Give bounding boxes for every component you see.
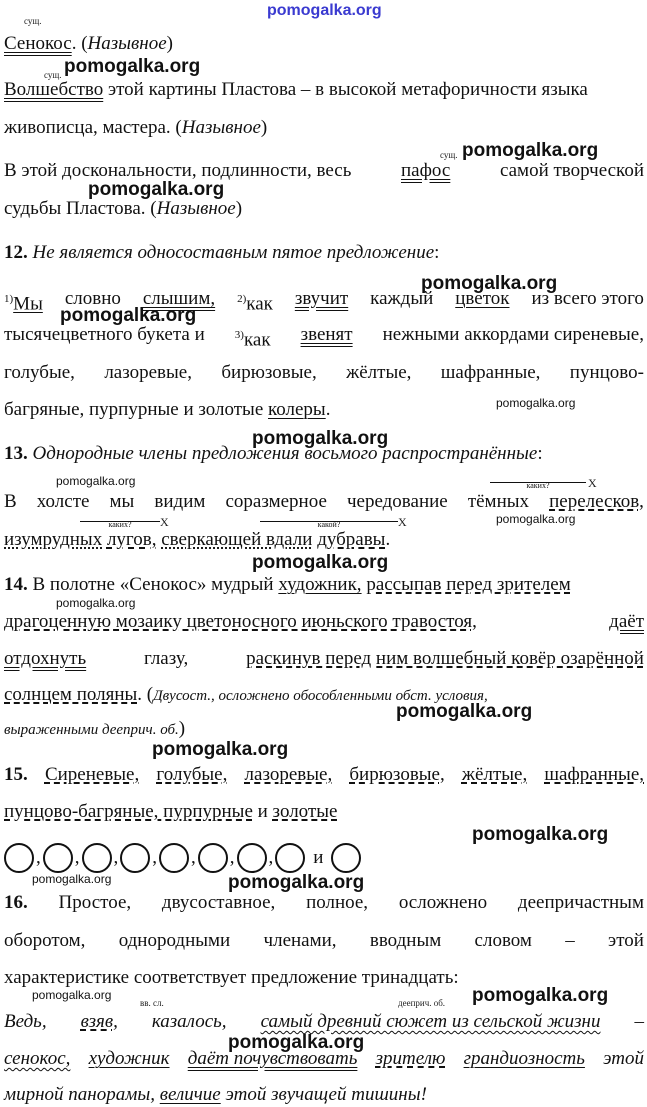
sentence-line: тысячецветного букета и $^{3)}$как звенят нежными аккордами сиреневые, xyxy=(4,324,644,351)
sentence-line: отдохнуть глазу, раскинув перед ним волшебный ковёр озарённой xyxy=(4,648,644,669)
watermark: pomogalka.org xyxy=(32,872,112,886)
circle-icon xyxy=(159,843,189,873)
circle-icon xyxy=(275,843,305,873)
cross-mark: Х xyxy=(588,476,597,490)
sentence-line: 14. В полотне «Сенокос» мудрый художник, рассыпав перед зрителем xyxy=(4,574,571,595)
circle-icon xyxy=(237,843,267,873)
scheme-circles: , , , , , , , и xyxy=(4,843,361,873)
sentence-line: $^{1)}$Мы словно слышим, $^{2)}$как звучит каждый цветок из всего этого xyxy=(4,288,644,315)
sentence-line: Волшебство этой картины Пластова – в высокой метафоричности языка xyxy=(4,79,588,100)
sentence-line: В холсте мы видим соразмерное чередование тёмных перелесков, xyxy=(4,491,644,512)
sentence-line: живописца, мастера. (Назывное) xyxy=(4,117,268,138)
sentence-line: солнцем поляны. (Двусост., осложнено обособленными обст. условия, xyxy=(4,684,488,705)
circle-icon xyxy=(4,843,34,873)
sentence-line: сенокос, художник даёт почувствовать зрителю грандиозность этой xyxy=(4,1048,644,1069)
watermark: pomogalka.org xyxy=(228,872,365,893)
task-heading: 12. Не является односоставным пятое предложение: xyxy=(4,242,440,263)
sentence-line: В этой доскональности, подлинности, весь пафос самой творческой xyxy=(4,160,644,181)
circle-icon xyxy=(120,843,150,873)
sentence-line: Ведь, взяв, казалось, самый древний сюжет из сельской жизни – xyxy=(4,1011,644,1032)
question-arrow: каких? xyxy=(80,521,160,532)
cross-mark: Х xyxy=(398,515,407,529)
circle-icon xyxy=(43,843,73,873)
watermark: pomogalka.org xyxy=(32,988,112,1002)
watermark: pomogalka.org xyxy=(496,396,576,410)
sentence-line: 15. Сиреневые, голубые, лазоревые, бирюзовые, жёлтые, шафранные, xyxy=(4,764,644,785)
watermark-top: pomogalka.org xyxy=(267,2,382,19)
pos-label: сущ. xyxy=(44,70,62,80)
pos-label: вв. сл. xyxy=(140,998,164,1008)
sentence-line: голубые, лазоревые, бирюзовые, жёлтые, шафранные, пунцово- xyxy=(4,362,644,383)
watermark: pomogalka.org xyxy=(396,701,533,722)
question-arrow: какой? xyxy=(260,521,398,532)
watermark: pomogalka.org xyxy=(152,739,289,760)
sentence-line: 16. Простое, двусоставное, полное, осложнено деепричастным xyxy=(4,892,644,913)
watermark: pomogalka.org xyxy=(56,474,136,488)
watermark: pomogalka.org xyxy=(462,140,599,161)
sentence-line: судьбы Пластова. (Назывное) xyxy=(4,198,243,219)
sentence-line: оборотом, однородными членами, вводным словом – этой xyxy=(4,930,644,951)
watermark: pomogalka.org xyxy=(252,552,389,573)
watermark: pomogalka.org xyxy=(252,428,389,449)
watermark: pomogalka.org xyxy=(472,824,609,845)
sentence-line: пунцово-багряные, пурпурные и золотые xyxy=(4,801,338,822)
cross-mark: Х xyxy=(160,515,169,529)
watermark: pomogalka.org xyxy=(60,305,197,326)
question-arrow: каких? xyxy=(490,482,586,493)
pos-label: сущ. xyxy=(440,150,458,160)
watermark: pomogalka.org xyxy=(64,56,201,77)
task-heading: 13. Однородные члены предложения восьмого распространённые: xyxy=(4,443,543,464)
circle-icon xyxy=(331,843,361,873)
watermark: pomogalka.org xyxy=(88,179,225,200)
sentence-line: мирной панорамы, величие этой звучащей тишины! xyxy=(4,1084,427,1105)
sentence-line: драгоценную мозаику цветоносного июньского травостоя, даёт xyxy=(4,611,644,632)
sentence-line: Сенокос. (Назывное) xyxy=(4,33,173,54)
watermark: pomogalka.org xyxy=(421,273,558,294)
watermark: pomogalka.org xyxy=(472,985,609,1006)
sentence-line: характеристике соответствует предложение тринадцать: xyxy=(4,967,459,988)
circle-icon xyxy=(82,843,112,873)
circle-icon xyxy=(198,843,228,873)
watermark: pomogalka.org xyxy=(228,1032,365,1053)
pos-label: сущ. xyxy=(24,16,42,26)
watermark: pomogalka.org xyxy=(496,512,576,526)
sentence-line: выраженными дееприч. об.) xyxy=(4,718,186,739)
sentence-line: багряные, пурпурные и золотые колеры. xyxy=(4,399,331,420)
sentence-line: изумрудных лугов, сверкающей вдали дубравы. xyxy=(4,529,391,550)
pos-label: дееприч. об. xyxy=(398,998,446,1008)
watermark: pomogalka.org xyxy=(56,596,136,610)
